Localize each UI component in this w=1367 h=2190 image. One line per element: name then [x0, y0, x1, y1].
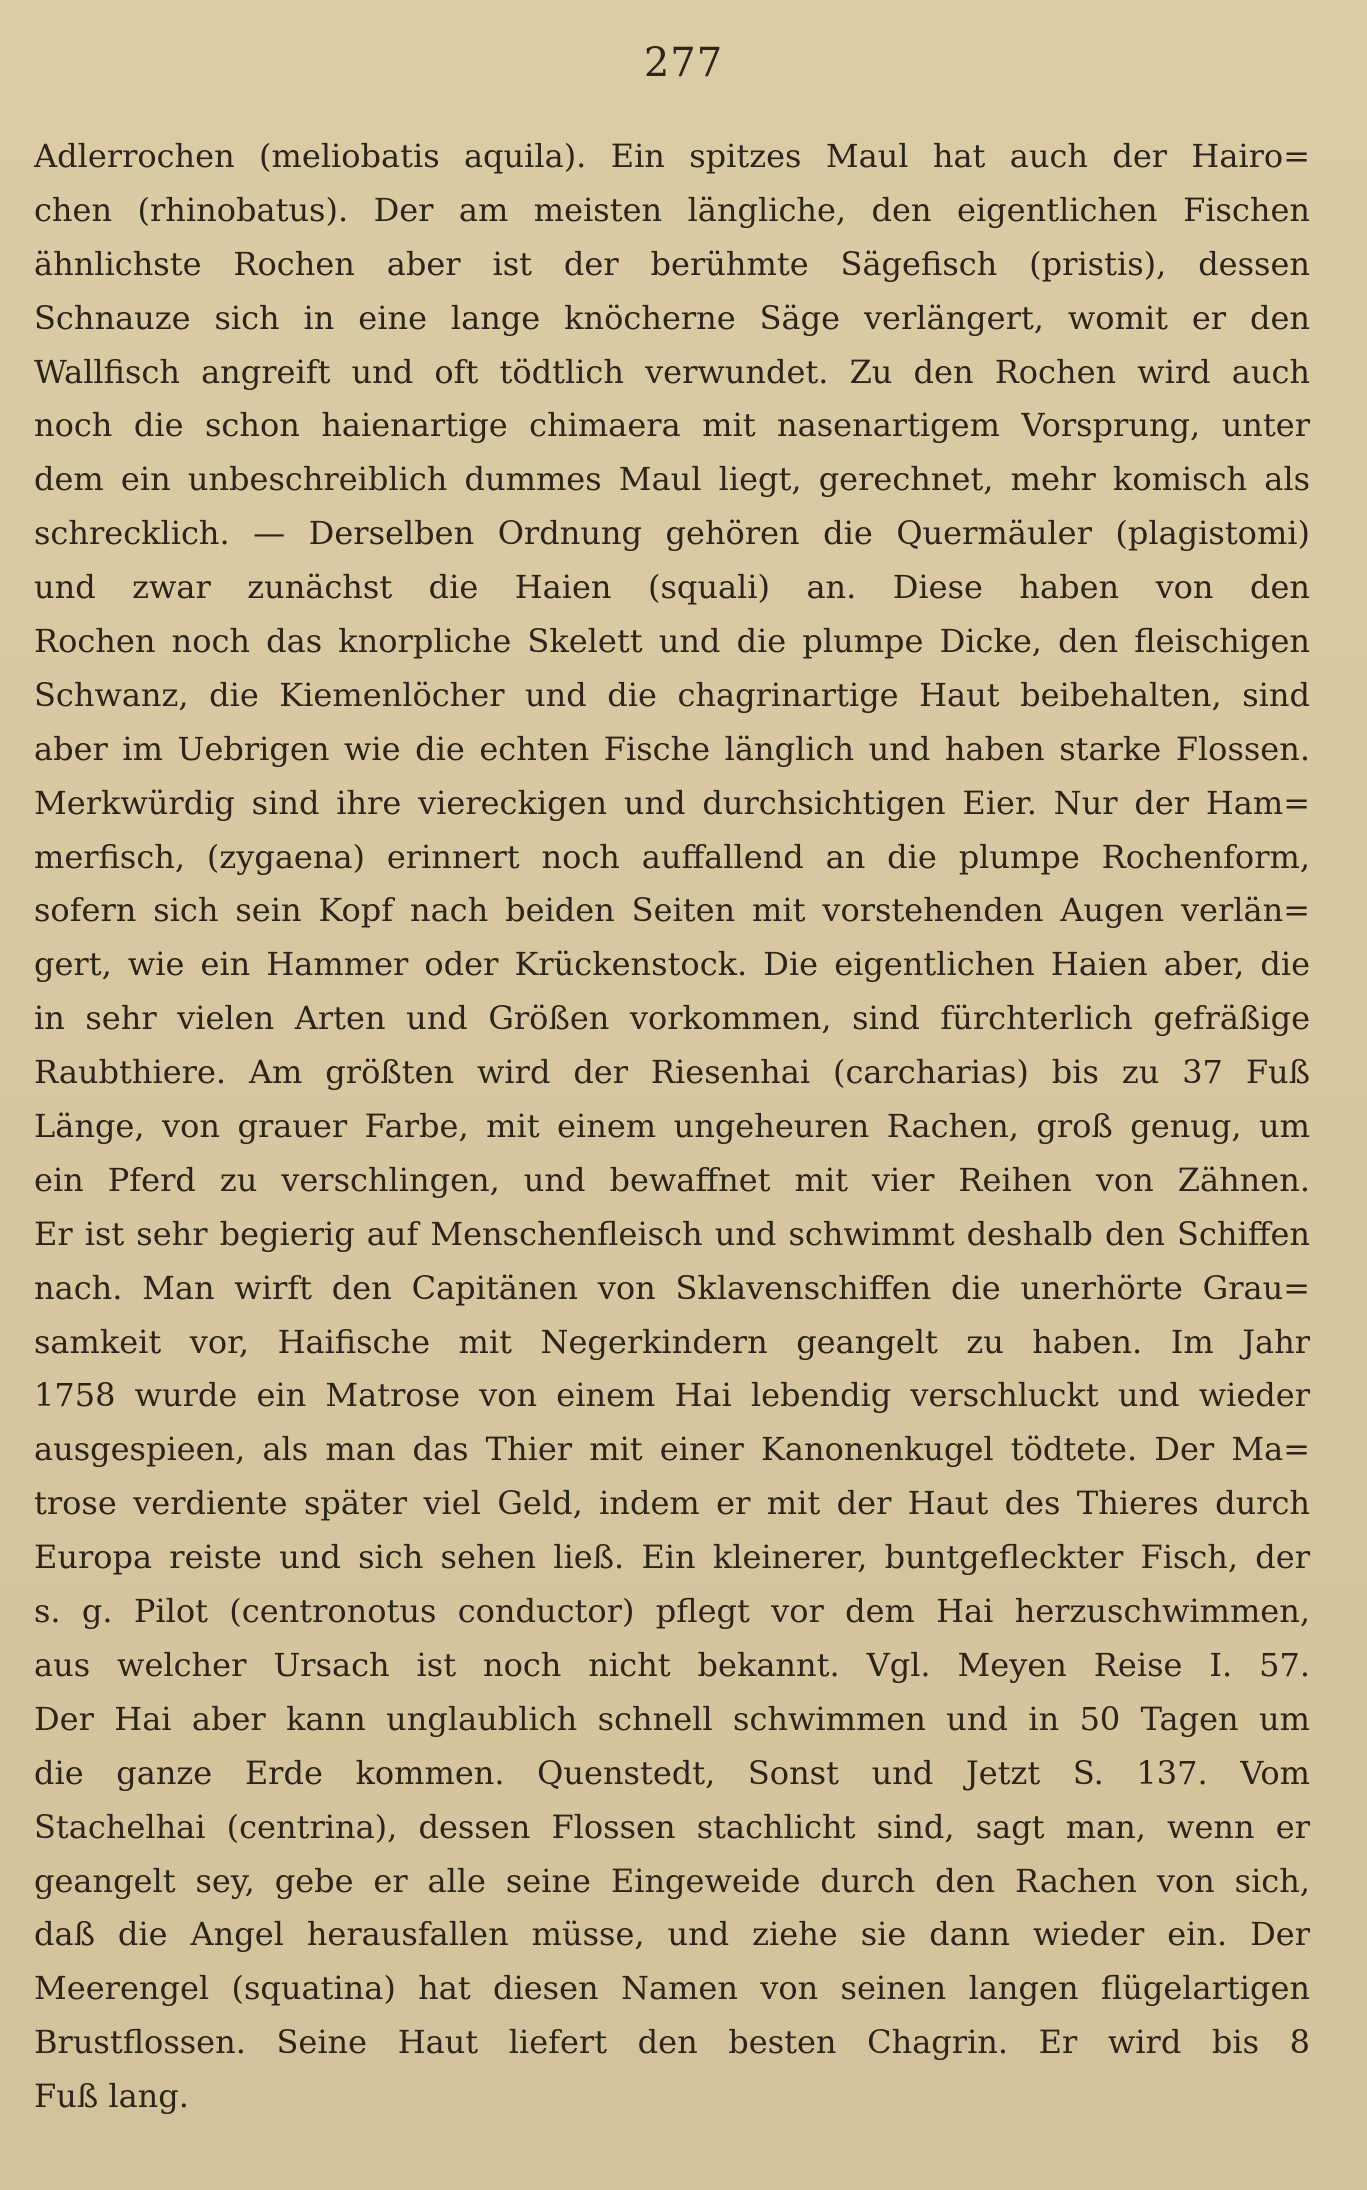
text-line: Er ist sehr begierig auf Menschenfleisch und schwimmt deshalb den Schiffen [34, 1214, 1310, 1253]
text-line: s. g. Pilot (centronotus conductor) pflegt vor dem Hai herzuschwimmen, [34, 1592, 1310, 1631]
text-line: gert, wie ein Hammer oder Krückenstock. Die eigentlichen Haien aber, die [34, 945, 1310, 984]
text-line: trose verdiente später viel Geld, indem er mit der Haut des Thieres durch [34, 1484, 1310, 1523]
text-line: chen (rhinobatus). Der am meisten längliche, den eigentlichen Fischen [34, 190, 1310, 229]
text-line: dem ein unbeschreiblich dummes Maul liegt, gerechnet, mehr komisch als [34, 460, 1310, 499]
body-text [34, 130, 1310, 2124]
text-line: ähnlichste Rochen aber ist der berühmte Sägefisch (pristis), dessen [34, 244, 1310, 283]
text-line: Merkwürdig sind ihre viereckigen und durchsichtigen Eier. Nur der Ham= [34, 783, 1310, 822]
text-line: Der Hai aber kann unglaublich schnell schwimmen und in 50 Tagen um [34, 1699, 1310, 1738]
text-line: daß die Angel herausfallen müsse, und ziehe sie dann wieder ein. Der [34, 1915, 1310, 1954]
text-line: nach. Man wirft den Capitänen von Sklavenschiffen die unerhörte Grau= [34, 1268, 1310, 1307]
text-line: sofern sich sein Kopf nach beiden Seiten mit vorstehenden Augen verlän= [34, 891, 1310, 930]
text-line: ein Pferd zu verschlingen, und bewaffnet mit vier Reihen von Zähnen. [34, 1160, 1310, 1199]
text-line: Raubthiere. Am größten wird der Riesenhai (carcharias) bis zu 37 Fuß [34, 1053, 1310, 1092]
text-line: geangelt sey, gebe er alle seine Eingeweide durch den Rachen von sich, [34, 1861, 1310, 1900]
text-line: merfisch, (zygaena) erinnert noch auffallend an die plumpe Rochenform, [34, 837, 1310, 876]
text-line: Meerengel (squatina) hat diesen Namen von seinen langen flügelartigen [34, 1969, 1310, 2008]
page-number: 277 [643, 40, 724, 86]
text-line: Länge, von grauer Farbe, mit einem ungeheuren Rachen, groß genug, um [34, 1107, 1310, 1146]
text-line: und zwar zunächst die Haien (squali) an. Diese haben von den [34, 568, 1310, 607]
text-line: Rochen noch das knorpliche Skelett und die plumpe Dicke, den fleischigen [34, 622, 1310, 661]
text-line: Fuß lang. [34, 2077, 189, 2116]
text-line: in sehr vielen Arten und Größen vorkommen, sind fürchterlich gefräßige [34, 999, 1310, 1038]
text-line: 1758 wurde ein Matrose von einem Hai lebendig verschluckt und wieder [34, 1376, 1310, 1415]
text-line: Wallfisch angreift und oft tödtlich verwundet. Zu den Rochen wird auch [34, 352, 1310, 391]
text-line: aus welcher Ursach ist noch nicht bekannt. Vgl. Meyen Reise I. 57. [34, 1645, 1310, 1684]
text-line: Stachelhai (centrina), dessen Flossen stachlicht sind, sagt man, wenn er [34, 1807, 1310, 1846]
text-line: die ganze Erde kommen. Quenstedt, Sonst und Jetzt S. 137. Vom [34, 1753, 1310, 1792]
text-line: Europa reiste und sich sehen ließ. Ein kleinerer, buntgefleckter Fisch, der [34, 1538, 1310, 1577]
text-line: noch die schon haienartige chimaera mit nasenartigem Vorsprung, unter [34, 406, 1310, 445]
text-line: Adlerrochen (meliobatis aquila). Ein spitzes Maul hat auch der Hairo= [34, 137, 1310, 175]
text-line: samkeit vor, Haifische mit Negerkindern geangelt zu haben. Im Jahr [34, 1322, 1310, 1361]
text-line: ausgespieen, als man das Thier mit einer Kanonenkugel tödtete. Der Ma= [34, 1430, 1310, 1469]
text-line: schrecklich. — Derselben Ordnung gehören die Quermäuler (plagistomi) [34, 514, 1310, 553]
text-line: Schwanz, die Kiemenlöcher und die chagrinartige Haut beibehalten, sind [34, 675, 1310, 714]
text-line: Brustflossen. Seine Haut liefert den besten Chagrin. Er wird bis 8 [34, 2023, 1310, 2062]
text-line: Schnauze sich in eine lange knöcherne Säge verlängert, womit er den [34, 298, 1310, 337]
text-line: aber im Uebrigen wie die echten Fische länglich und haben starke Flossen. [34, 729, 1310, 768]
